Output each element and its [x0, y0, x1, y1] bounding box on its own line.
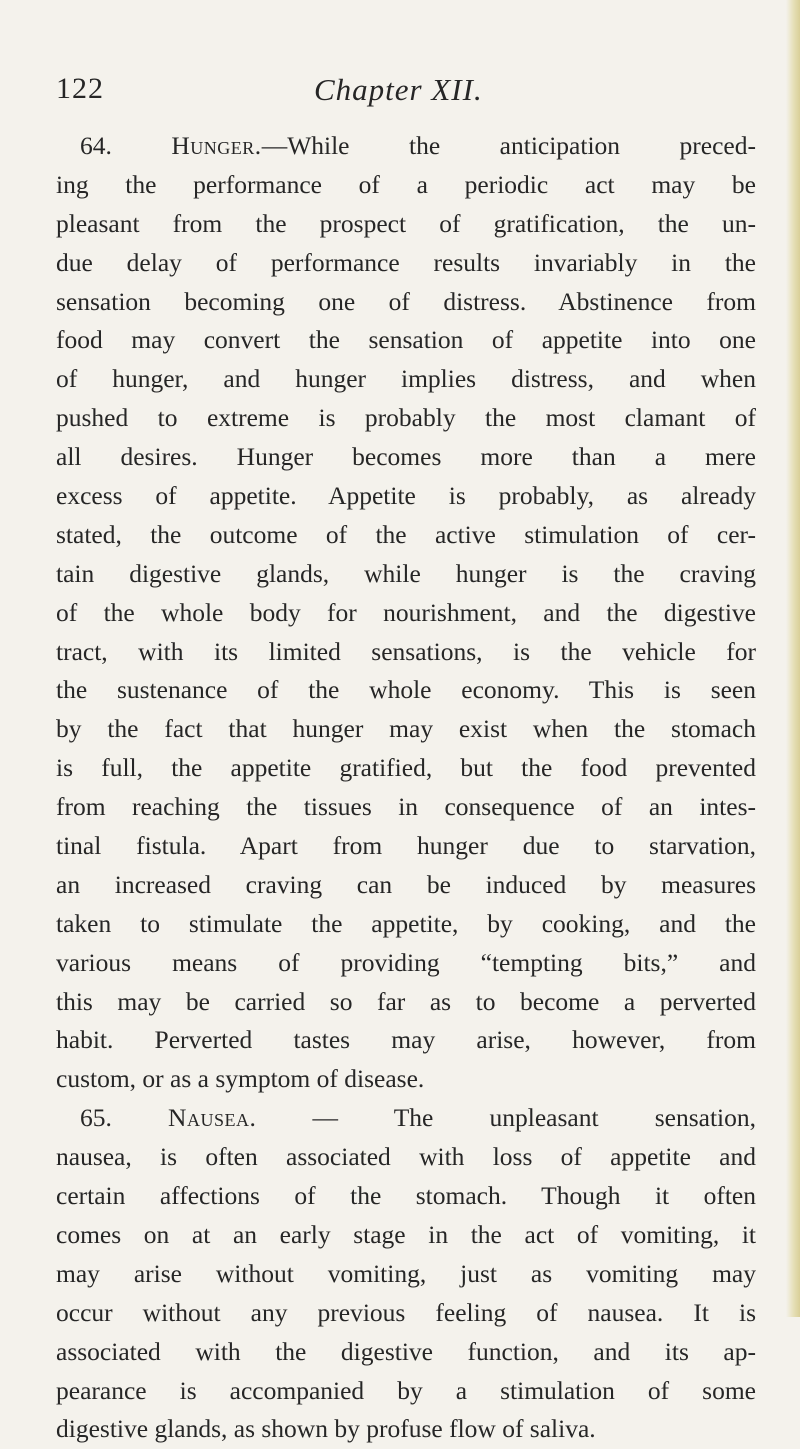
- text-line: an increased craving can be induced by measures: [56, 869, 756, 899]
- text-line: ing the performance of a periodic act may be: [56, 169, 756, 199]
- text-line: sensation becoming one of distress. Abstinence from: [56, 286, 756, 316]
- page-number: 122: [56, 72, 104, 105]
- text-line: stated, the outcome of the active stimulation of cer-: [56, 519, 756, 549]
- text-line: various means of providing “tempting bits,” and: [56, 947, 756, 977]
- text-line: from reaching the tissues in consequence of an intes-: [56, 792, 756, 822]
- text-line: — The unpleasant sensation,: [256, 1103, 757, 1133]
- section-number: 65.: [80, 1103, 112, 1133]
- page-edge-shading: [786, 0, 800, 1317]
- section-number: 64.: [80, 131, 112, 160]
- text-line: of the whole body for nourishment, and the digestive: [56, 597, 756, 627]
- text-line: pushed to extreme is probably the most clamant of: [56, 403, 756, 433]
- running-title: Chapter XII.: [314, 72, 483, 107]
- text-line: this may be carried so far as to become a perverted: [56, 986, 756, 1016]
- text-line: associated with the digestive function, and its ap-: [56, 1336, 756, 1366]
- text-line: due delay of performance results invariably in the: [56, 247, 756, 277]
- text-line: digestive glands, as shown by profuse flow of saliva.: [56, 1414, 596, 1444]
- text-line: by the fact that hunger may exist when the stomach: [56, 714, 756, 744]
- text-line: tinal fistula. Apart from hunger due to starvation,: [56, 831, 756, 861]
- paragraph-first-line: [56, 127, 756, 166]
- text-line: habit. Perverted tastes may arise, however, from: [56, 1025, 756, 1055]
- text-line: tract, with its limited sensations, is the vehicle for: [56, 636, 756, 666]
- text-line: food may convert the sensation of appetite into one: [56, 325, 756, 355]
- text-line: pearance is accompanied by a stimulation of some: [56, 1375, 756, 1405]
- text-line: tain digestive glands, while hunger is the craving: [56, 558, 756, 588]
- text-line: the sustenance of the whole economy. This is seen: [56, 675, 756, 705]
- text-line: nausea, is often associated with loss of appetite and: [56, 1142, 756, 1172]
- text-line: of hunger, and hunger implies distress, and when: [56, 364, 756, 394]
- text-line: excess of appetite. Appetite is probably, as already: [56, 481, 756, 511]
- page-header: [56, 72, 756, 112]
- text-line: comes on at an early stage in the act of vomiting, it: [56, 1219, 756, 1249]
- section-heading: Nausea.: [168, 1103, 257, 1133]
- section-heading: Hunger.: [171, 131, 262, 160]
- text-line: occur without any previous feeling of nausea. It is: [56, 1297, 756, 1327]
- text-line: pleasant from the prospect of gratification, the un-: [56, 208, 756, 238]
- text-line: —While the anticipation preced-: [261, 131, 756, 160]
- text-line: may arise without vomiting, just as vomiting may: [56, 1258, 756, 1288]
- text-line: is full, the appetite gratified, but the food prevented: [56, 753, 756, 783]
- paragraph-nausea: [56, 1099, 756, 1449]
- text-line: taken to stimulate the appetite, by cooking, and the: [56, 908, 756, 938]
- page-body: [56, 127, 756, 1449]
- paragraph-first-line: [56, 1099, 756, 1138]
- text-line: certain affections of the stomach. Though it often: [56, 1181, 756, 1211]
- paragraph-hunger: [56, 127, 756, 1099]
- text-line: all desires. Hunger becomes more than a mere: [56, 442, 756, 472]
- text-line: custom, or as a symptom of disease.: [56, 1064, 425, 1094]
